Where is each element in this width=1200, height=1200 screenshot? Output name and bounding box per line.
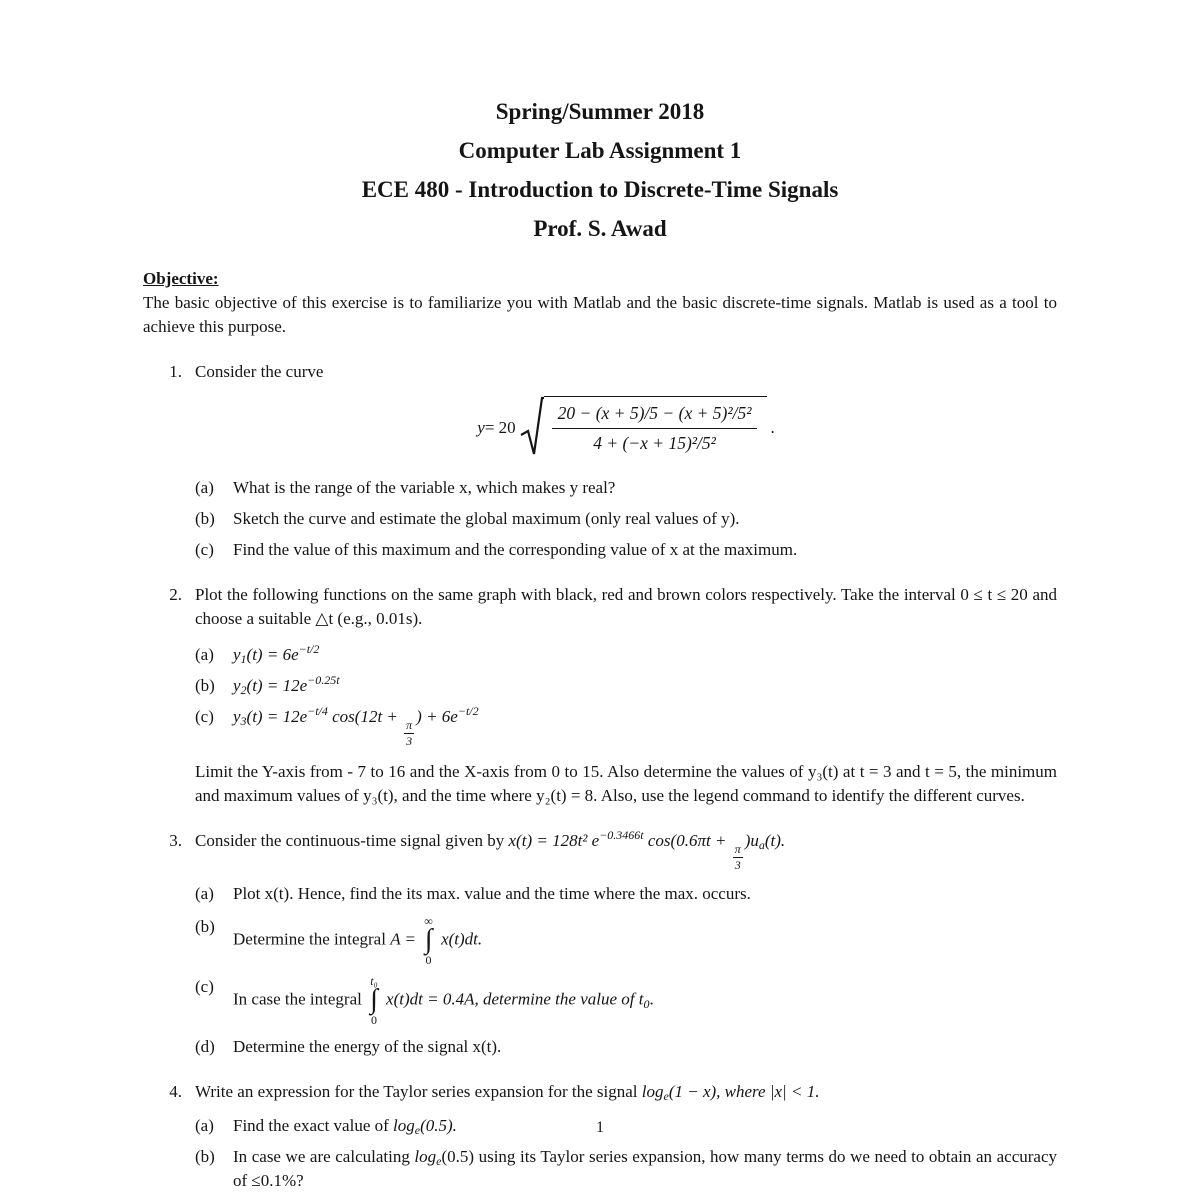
log-base-subscript: e [663, 1089, 669, 1104]
y3-subscript: 3 [240, 714, 247, 729]
pi-over-3-fraction [404, 719, 414, 748]
xt-body-1: x(t) = 128t² e [508, 831, 600, 850]
q4a-text: Find the exact value of [233, 1116, 394, 1135]
y1-body: (t) = 6e [246, 645, 299, 664]
integral-upper-limit: t₀ [370, 974, 378, 988]
question-2b-label: (b) [195, 676, 215, 695]
question-1b [195, 507, 1057, 531]
q4a-math-rest: (0.5). [420, 1116, 457, 1135]
q3c-text: In case the integral [233, 989, 367, 1009]
question-3d [195, 1035, 1057, 1059]
y1-var: y [233, 645, 241, 664]
question-3a [195, 882, 1057, 906]
question-3 [143, 829, 1057, 1059]
log-base-subscript: e [436, 1154, 442, 1169]
doc-title-assignment: Computer Lab Assignment 1 [458, 138, 742, 163]
integral-zero-to-infinity [424, 915, 433, 966]
question-2-intro: Plot the following functions on the same graph with black, red and brown colors respectively. Take the interval 0 ≤ t ≤ 20 and choose a suitable △t (e.g., 0.01s). [195, 585, 1057, 628]
question-2a-label: (a) [195, 645, 214, 664]
q4-intro-math-rest: (1 − x), where |x| < 1. [668, 1082, 820, 1101]
question-3d-label: (d) [195, 1037, 215, 1056]
q3-intro-text: Consider the continuous-time signal given by [195, 831, 509, 850]
question-1-number: 1. [169, 362, 182, 381]
question-3a-text: Plot x(t). Hence, find the its max. value and the time where the max. occurs. [233, 884, 751, 903]
q3b-text: Determine the integral [233, 929, 391, 949]
doc-title-term: Spring/Summer 2018 [495, 99, 705, 124]
integral-lower-limit: 0 [370, 1013, 377, 1027]
question-3-intro [195, 829, 1057, 872]
question-2c [195, 705, 1057, 748]
question-4-number: 4. [169, 1082, 182, 1101]
pi-numerator: π [734, 842, 741, 856]
q4-intro-text: Write an expression for the Taylor series expansion for the signal [195, 1082, 642, 1101]
equation-1-lhs-var: y [477, 418, 485, 437]
question-1-content [195, 360, 1057, 562]
y3-exponent-1: −t/4 [307, 704, 328, 719]
question-1a [195, 476, 1057, 500]
q3b-integrand: x(t)dt. [436, 929, 483, 949]
q3c-period: . [649, 989, 654, 1009]
question-3a-label: (a) [195, 884, 214, 903]
log-label: log [393, 1116, 415, 1135]
log-label: log [641, 1082, 664, 1101]
t0-subscript: 0 [643, 996, 650, 1011]
y1-subscript: 1 [240, 652, 247, 667]
question-1b-text: Sketch the curve and estimate the global maximum (only real values of y). [233, 509, 740, 528]
pi-over-3-fraction [733, 843, 743, 872]
pi-numerator: π [406, 718, 413, 732]
xt-body-4: (t). [764, 831, 786, 850]
integral-zero-to-t0 [370, 975, 378, 1026]
y2-subscript: 2 [240, 683, 247, 698]
question-4b-label: (b) [195, 1147, 215, 1166]
question-4-intro [195, 1080, 1057, 1104]
pi-denominator: 3 [734, 858, 741, 872]
question-1a-text: What is the range of the variable x, which makes y real? [233, 478, 616, 497]
question-3-number: 3. [169, 831, 182, 850]
equation-1 [195, 396, 1057, 460]
xt-body-2: cos(0.6πt + [643, 831, 731, 850]
log-base-subscript: e [414, 1123, 421, 1138]
q4b-text-1: In case we are calculating [233, 1147, 415, 1166]
page-number: 1 [596, 1119, 604, 1136]
equation-1-denominator: 4 + (−x + 15)²/5² [593, 433, 716, 453]
question-3b-label: (b) [195, 917, 215, 936]
question-3c-text [233, 975, 1057, 1026]
question-3b [195, 915, 1057, 966]
equation-1-fraction [552, 402, 758, 455]
doc-title-course: ECE 480 - Introduction to Discrete-Time Signals [361, 177, 839, 202]
integral-sign-icon: ∫ [424, 924, 433, 955]
question-2a [195, 643, 1057, 667]
y3-var: y [233, 707, 241, 726]
question-3c-label: (c) [195, 977, 214, 996]
equation-1-row [477, 396, 774, 460]
question-2b [195, 674, 1057, 698]
log-label: log [414, 1147, 437, 1166]
y2-exponent: −0.25t [307, 673, 340, 688]
y3-body-2: cos(12t + [327, 707, 403, 726]
question-2-number: 2. [169, 585, 182, 604]
question-2-instructions: Limit the Y-axis from - 7 to 16 and the X-axis from 0 to 15. Also determine the values of y₃(t) at t = 3 and t = 5, the minimum and maximum values of y₃(t), and the time where y₂(t) = 8. Also, use the legend command to identify the different curves. [195, 762, 1057, 805]
equation-1-numerator: 20 − (x + 5)/5 − (x + 5)²/5² [552, 402, 758, 429]
equation-1-lhs-rest: = 20 [484, 418, 516, 437]
question-3-content [195, 829, 1057, 1059]
question-3b-text [233, 915, 1057, 966]
q3c-integrand: x(t)dt = 0.4A, determine the value of t [381, 989, 644, 1009]
question-2c-label: (c) [195, 707, 214, 726]
question-4b-text [233, 1145, 1057, 1193]
q4b-text-2: (0.5) using its Taylor series expansion, how many terms do we need to obtain an accuracy of ≤0.1%? [233, 1147, 1057, 1190]
q3b-A-equals: A = [390, 929, 421, 949]
question-1c-text: Find the value of this maximum and the corresponding value of x at the maximum. [233, 540, 798, 559]
y3-exponent-2: −t/2 [457, 704, 479, 719]
y3-body-1: (t) = 12e [246, 707, 308, 726]
ua-subscript: a [758, 838, 765, 853]
y3-body-3: ) + 6e [416, 707, 458, 726]
question-1c-label: (c) [195, 540, 214, 559]
question-1-intro: Consider the curve [195, 362, 324, 381]
question-4a-label: (a) [195, 1116, 214, 1135]
equation-1-period: . [770, 418, 775, 437]
y1-exponent: −t/2 [298, 642, 320, 657]
integral-sign-icon: ∫ [370, 984, 378, 1015]
question-1b-label: (b) [195, 509, 215, 528]
question-1a-label: (a) [195, 478, 214, 497]
question-2c-equation [233, 705, 1057, 748]
objective-heading: Objective: [143, 269, 219, 288]
q3-signal-equation [508, 828, 786, 872]
integral-upper-limit: ∞ [424, 914, 433, 928]
question-1 [143, 360, 1057, 562]
integral-lower-limit: 0 [425, 953, 432, 967]
xt-exponent: −0.3466t [599, 828, 644, 843]
y2-body: (t) = 12e [246, 676, 308, 695]
doc-title-professor: Prof. S. Awad [533, 216, 667, 241]
square-root [520, 396, 768, 460]
xt-body-3: )u [744, 831, 759, 850]
pi-denominator: 3 [406, 734, 413, 748]
question-4b [195, 1145, 1057, 1193]
question-1c [195, 538, 1057, 562]
question-3c [195, 975, 1057, 1026]
question-2a-equation [233, 643, 1057, 667]
radical-sign-icon [520, 396, 544, 460]
question-2-content [195, 583, 1057, 808]
objective-text: The basic objective of this exercise is to familiarize you with Matlab and the basic discrete-time signals. Matlab is used as a tool to achieve this purpose. [143, 293, 1057, 336]
radicand [544, 396, 768, 455]
question-3d-text: Determine the energy of the signal x(t). [233, 1037, 502, 1056]
question-2 [143, 583, 1057, 808]
y2-var: y [233, 676, 241, 695]
question-2b-equation [233, 674, 1057, 698]
